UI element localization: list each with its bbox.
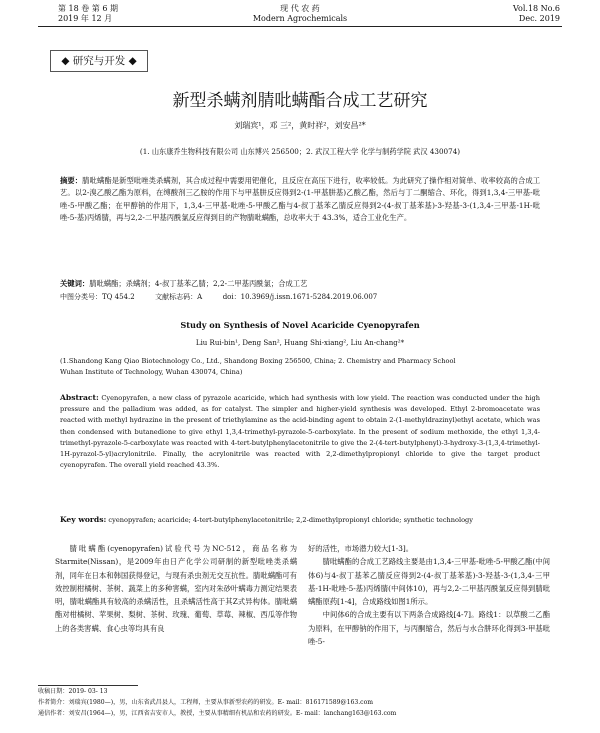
affiliations-en [60,356,540,378]
keywords-cn [60,278,540,290]
body-right-column [308,542,550,648]
footnote-received: 收稿日期：2019- 03- 13 [38,688,108,695]
section-label [50,50,148,72]
abstract-cn-text: 腈吡螨酯是新型吡唑类杀螨剂，其合成过程中需要用钯催化，且反应在高压下进行，收率较低。为此研究了操作相对简单、收率较高的合成工艺。以2-溴乙酸乙酯为原料，在缚酸剂三乙胺的作用下与甲基肼反应得到2-(1-甲基肼基)乙酸乙酯，然后与丁二酮缩合、环化，得到1,3,4-三甲基-吡唑-5-甲酸乙酯；在甲醇钠的作用下，1,3,4-三甲基-吡唑-5-甲酸乙酯与4-叔丁基苯乙腈反应得到2-(4-叔丁基苯基)-3-羟基-3-(1,3,4-三甲基-1H-吡唑-5-基)丙烯腈，再与2,2-二甲基丙酰氯反应得到目的产物腈吡螨酯，总收率大于 43.3%，适合工业化生产。 [60,176,541,223]
affiliations-en-line1: (1.Shandong Kang Qiao Biotechnology Co., Ltd., Shandong Boxing 256500, China; 2. Chemistry and Pharmacy School [60,357,456,365]
journal-name-cn: 现 代 农 药 [280,4,320,13]
abstract-en-label: Abstract: [60,393,99,402]
authors-cn: 刘瑞宾¹，邓 三²，黄时祥²，刘安昌²* [234,121,366,130]
keywords-en-text: cyenopyrafen; acaricide; 4-tert-butylphenylacetonitrile; 2,2-dimethylpropionyl chloride; synthetic technology [108,516,474,524]
body-right-paragraph-1: 好的活性，市场潜力较大[1-3]。 [308,544,414,553]
footnote-author1: 作者简介：刘瑞宾(1980—)，男，山东省武昌县人，工程师，主要从事新型农药的研发。E- mail：816171589@163.com [38,699,374,706]
header-right [513,4,560,24]
abstract-cn [60,175,540,225]
doc-code-label: 文献标志码： [155,293,198,301]
journal-name-en: Modern Agrochemicals [252,14,348,23]
body-right-paragraph-3: 中间体6的合成主要有以下两条合成路线[4-7]。路线1：以草酸二乙酯为原料，在甲醇钠的作用下，与丙酮缩合，然后与水合肼环化得到3-甲基吡唑-5- [308,610,550,647]
clc-number: TQ 454.2 [102,293,135,301]
section-label-text: 研究与开发 [72,55,126,67]
doi: 10.3969/j.issn.1671-5284.2019.06.007 [240,293,378,301]
body-left-column [55,542,297,635]
keywords-en-label: Key words: [60,515,107,524]
header-left [58,4,118,24]
volume-issue-en: Vol.18 No.6 [513,4,560,13]
abstract-en-text: Cyenopyrafen, a new class of pyrazole acaricide, which had synthesis with low yield. The reaction was conducted under the high pressure and the palladium was added, as for catalyst. The simpler and higher-yield synthesis was developed. Ethyl 2-bromoacetate was reacted with methyl hydrazine in the present of triethylamine as the acid-binding agent to obtain 2-(1-methyldrazinyl)ethyl acetate, which was then condensed with butanedione to give ethyl 1,3,4-trimethyl-pyrazole-5-carboxylate. In the present of sodium methoxide, the ethyl 1,3,4-trimethyl-pyrazole-5-carboxylate was reacted with 4-tert-butylphenylacetonitrile to give the 2-(4-tert-butylphenyl)-3-hydroxy-3-(1,3,4-trimethyl-1H-pyrazol-5-yl)acrylonitrile. Finally, the acrylonitrile was reacted with 2,2-dimethylpropionyl chloride to give the target product cyenopyrafen. The overall yield reached 43.3%. [60,394,540,470]
volume-issue-cn: 第 18 卷 第 6 期 [58,4,118,13]
body-left-paragraph: 腈吡螨酯(cyenopyrafen)试验代号为NC-512，商品名称为Starmite(Nissan)，是2009年由日产化学公司研制的新型吡唑类杀螨剂，同年在日本和韩国获得登记，与现有杀虫剂无交互抗性。腈吡螨酯可有效控制柑橘树、茶树、蔬菜上的多种害螨，室内对朱砂叶螨毒力测定结果表明，腈吡螨酯具有较高的杀螨活性，且杀螨活性高于其Z式异构体。腈吡螨酯对柑橘树、苹果树、梨树、茶树、玫瑰、葡萄、草莓、辣椒、西瓜等作物上的各类害螨、食心虫等均具有良 [55,544,297,633]
footnote [38,686,562,719]
date-cn: 2019 年 12 月 [58,14,113,23]
diamond-icon: ◆ [125,55,137,67]
doc-code: A [197,293,203,301]
paper-title-en: Study on Synthesis of Novel Acaricide Cyenopyrafen [180,320,420,330]
authors-en: Liu Rui-bin¹, Deng San², Huang Shi-xiang², Liu An-chang²* [195,339,405,347]
paper-title-cn: 新型杀螨剂腈吡螨酯合成工艺研究 [172,91,428,111]
affiliations-en-line2: Wuhan Institute of Technology, Wuhan 430074, China) [60,368,243,377]
date-en: Dec. 2019 [518,14,560,23]
keywords-en [60,514,540,526]
body-right-paragraph-2: 腈吡螨酯的合成工艺路线主要是由1,3,4-三甲基-吡唑-5-甲酸乙酯(中间体6)与4-叔丁基苯乙腈反应得到2-(4-叔丁基苯基)-3-羟基-3-(1,3,4-三甲基-1H-吡唑-5-基)丙烯腈(中间体10)，再与2,2-二甲基丙酰氯反应得到腈吡螨酯原药[1-4]，合成路线如图1所示。 [308,557,550,607]
keywords-cn-label: 关键词： [60,279,90,288]
classification-line [60,291,540,303]
doi-label: doi： [222,293,241,301]
abstract-en [60,392,540,471]
clc-label: 中图分类号： [60,293,102,301]
keywords-cn-text: 腈吡螨酯；杀螨剂；4-叔丁基苯乙腈；2,2-二甲基丙酰氯；合成工艺 [89,279,308,288]
footnote-author2: 通信作者：刘安昌(1964—)，男，江西省吉安市人，教授，主要从事精细有机品和农药的研发。E- mail：lanchang163@163.com [38,710,397,717]
diamond-icon: ◆ [61,55,73,67]
abstract-cn-label: 摘要： [60,176,83,185]
header-center [200,4,400,24]
header-rule [38,26,562,27]
affiliations-cn: (1. 山东康乔生物科技有限公司 山东博兴 256500；2. 武汉工程大学 化学与制药学院 武汉 430074) [139,147,461,156]
